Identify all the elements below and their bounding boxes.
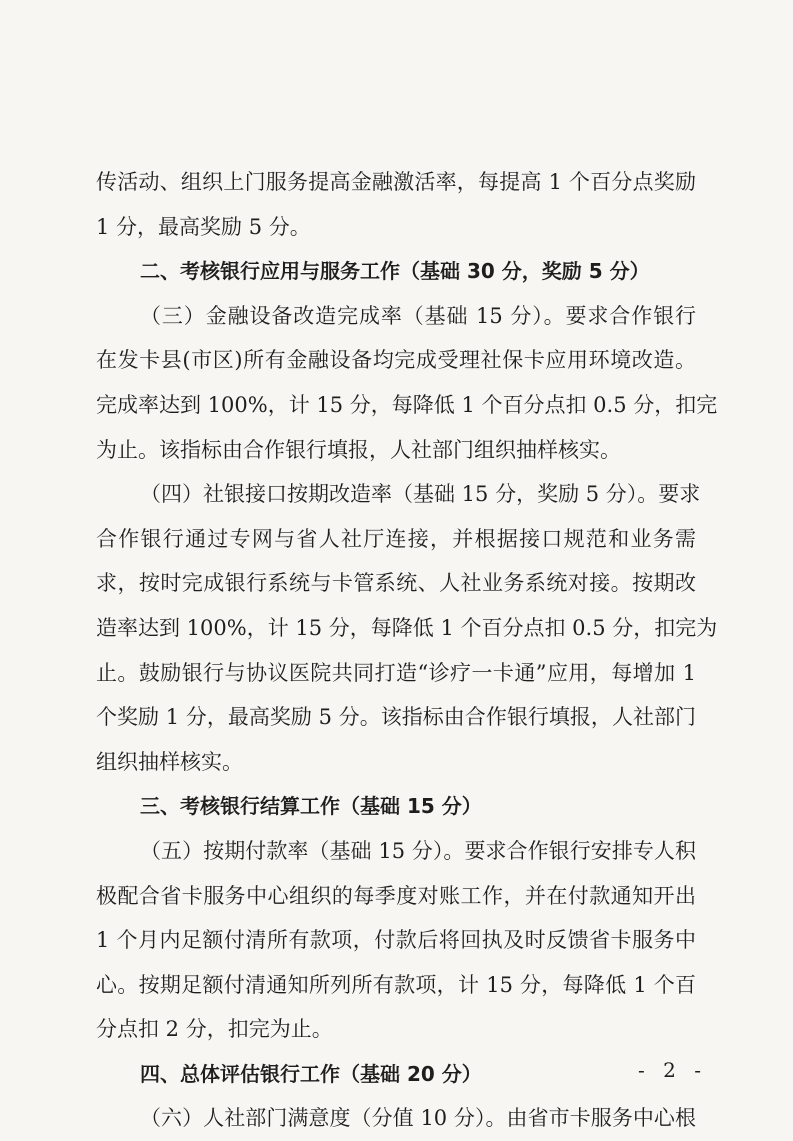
text-line: 在发卡县(市区)所有金融设备均完成受理社保卡应用环境改造。 [96,348,696,373]
text-line: 心。按期足额付清通知所列所有款项，计 15 分，每降低 1 个百 [96,972,696,997]
text-line: 1 个月内足额付清所有款项，付款后将回执及时反馈省卡服务中 [96,928,696,953]
document-body [96,160,718,1141]
paragraph-start: （六）人社部门满意度（分值 10 分）。由省市卡服务中心根 [140,1106,696,1131]
section-heading: 二、考核银行应用与服务工作（基础 30 分，奖励 5 分） [140,259,650,284]
text-line: 传活动、组织上门服务提高金融激活率，每提高 1 个百分点奖励 [96,170,696,194]
text-line: 组织抽样核实。 [96,749,243,774]
text-line: 完成率达到 100%，计 15 分，每降低 1 个百分点扣 0.5 分，扣完 [96,392,718,417]
paragraph-start: （五）按期付款率（基础 15 分）。要求合作银行安排专人积 [140,838,696,863]
text-line: 分点扣 2 分，扣完为止。 [96,1017,333,1042]
text-line: 合作银行通过专网与省人社厅连接，并根据接口规范和业务需 [96,526,696,551]
paragraph-start: （三）金融设备改造完成率（基础 15 分）。要求合作银行 [140,303,696,328]
text-line: 造率达到 100%，计 15 分，每降低 1 个百分点扣 0.5 分，扣完为 [96,615,718,640]
text-line: 个奖励 1 分，最高奖励 5 分。该指标由合作银行填报，人社部门 [96,705,696,730]
text-line: 止。鼓励银行与协议医院共同打造“诊疗一卡通”应用，每增加 1 [96,660,696,685]
page-number: - 2 - [638,1058,707,1082]
paragraph-start: （四）社银接口按期改造率（基础 15 分，奖励 5 分）。要求 [140,482,701,507]
text-line: 1 分，最高奖励 5 分。 [96,214,311,239]
section-heading: 三、考核银行结算工作（基础 15 分） [140,794,482,819]
text-line: 极配合省卡服务中心组织的每季度对账工作，并在付款通知开出 [96,883,696,908]
text-line: 为止。该指标由合作银行填报，人社部门组织抽样核实。 [96,437,621,462]
text-line: 求，按时完成银行系统与卡管系统、人社业务系统对接。按期改 [96,571,696,596]
section-heading: 四、总体评估银行工作（基础 20 分） [140,1061,482,1086]
